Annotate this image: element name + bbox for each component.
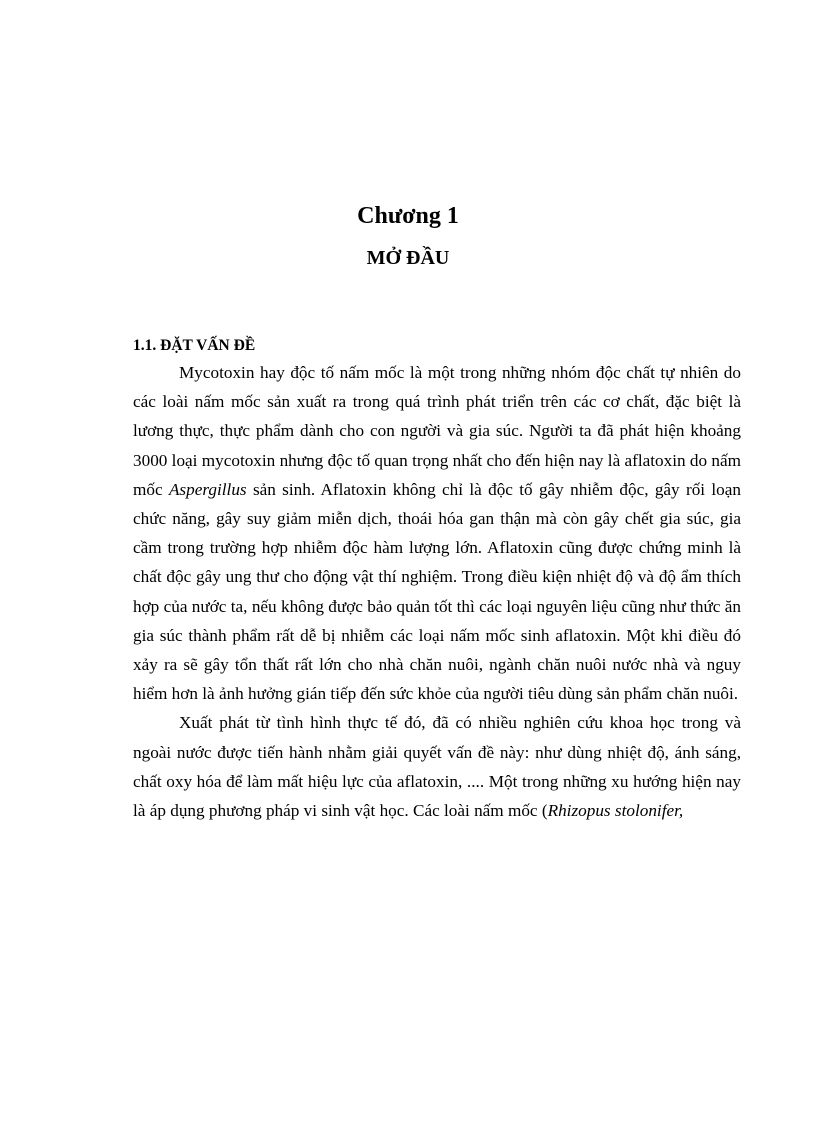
paragraph-text: Mycotoxin hay độc tố nấm mốc là một trong những nhóm độc chất tự nhiên do các loài nấm mốc sản xuất ra trong quá trình phát triển trên các cơ chất, đặc biệt là lương thực, thực phẩm dành cho con người và gia súc. Người ta đã phát hiện khoảng 3000 loại mycotoxin nhưng độc tố quan trọng nhất cho đến hiện nay là aflatoxin do nấm mốc bbox=[133, 363, 741, 499]
body-text bbox=[133, 358, 741, 825]
chapter-number: Chương 1 bbox=[357, 203, 459, 229]
paragraph-text: sản sinh. Aflatoxin không chỉ là độc tố gây nhiễm độc, gây rối loạn chức năng, gây suy giảm miễn dịch, thoái hóa gan thận mà còn gây chết gia súc, gia cầm trong trường hợp nhiễm độc hàm lượng lớn. Aflatoxin cũng được chứng minh là chất độc gây ung thư cho động vật thí nghiệm. Trong điều kiện nhiệt độ và độ ẩm thích hợp của nước ta, nếu không được bảo quản tốt thì các loại nguyên liệu cũng như thức ăn gia súc thành phẩm rất dễ bị nhiễm các loại nấm mốc sinh aflatoxin. Một khi điều đó xảy ra sẽ gây tổn thất rất lớn cho nhà chăn nuôi, ngành chăn nuôi nước nhà và nguy hiểm hơn là ảnh hưởng gián tiếp đến sức khỏe của người tiêu dùng sản phẩm chăn nuôi. bbox=[133, 479, 742, 704]
paragraph-2 bbox=[133, 708, 741, 825]
italic-term: Aspergillus bbox=[168, 479, 247, 499]
section-heading: 1.1. ĐẶT VẤN ĐỀ bbox=[133, 337, 256, 354]
chapter-title: MỞ ĐẦU bbox=[366, 247, 450, 269]
italic-term: Rhizopus stolonifer, bbox=[547, 801, 684, 821]
paragraph-text: Xuất phát từ tình hình thực tế đó, đã có nhiều nghiên cứu khoa học trong và ngoài nước được tiến hành nhằm giải quyết vấn đề này: như dùng nhiệt độ, ánh sáng, chất oxy hóa để làm mất hiệu lực của aflatoxin, .... Một trong những xu hướng hiện nay là áp dụng phương pháp vi sinh vật học. Các loài nấm mốc ( bbox=[133, 713, 741, 821]
paragraph-1 bbox=[133, 358, 741, 708]
